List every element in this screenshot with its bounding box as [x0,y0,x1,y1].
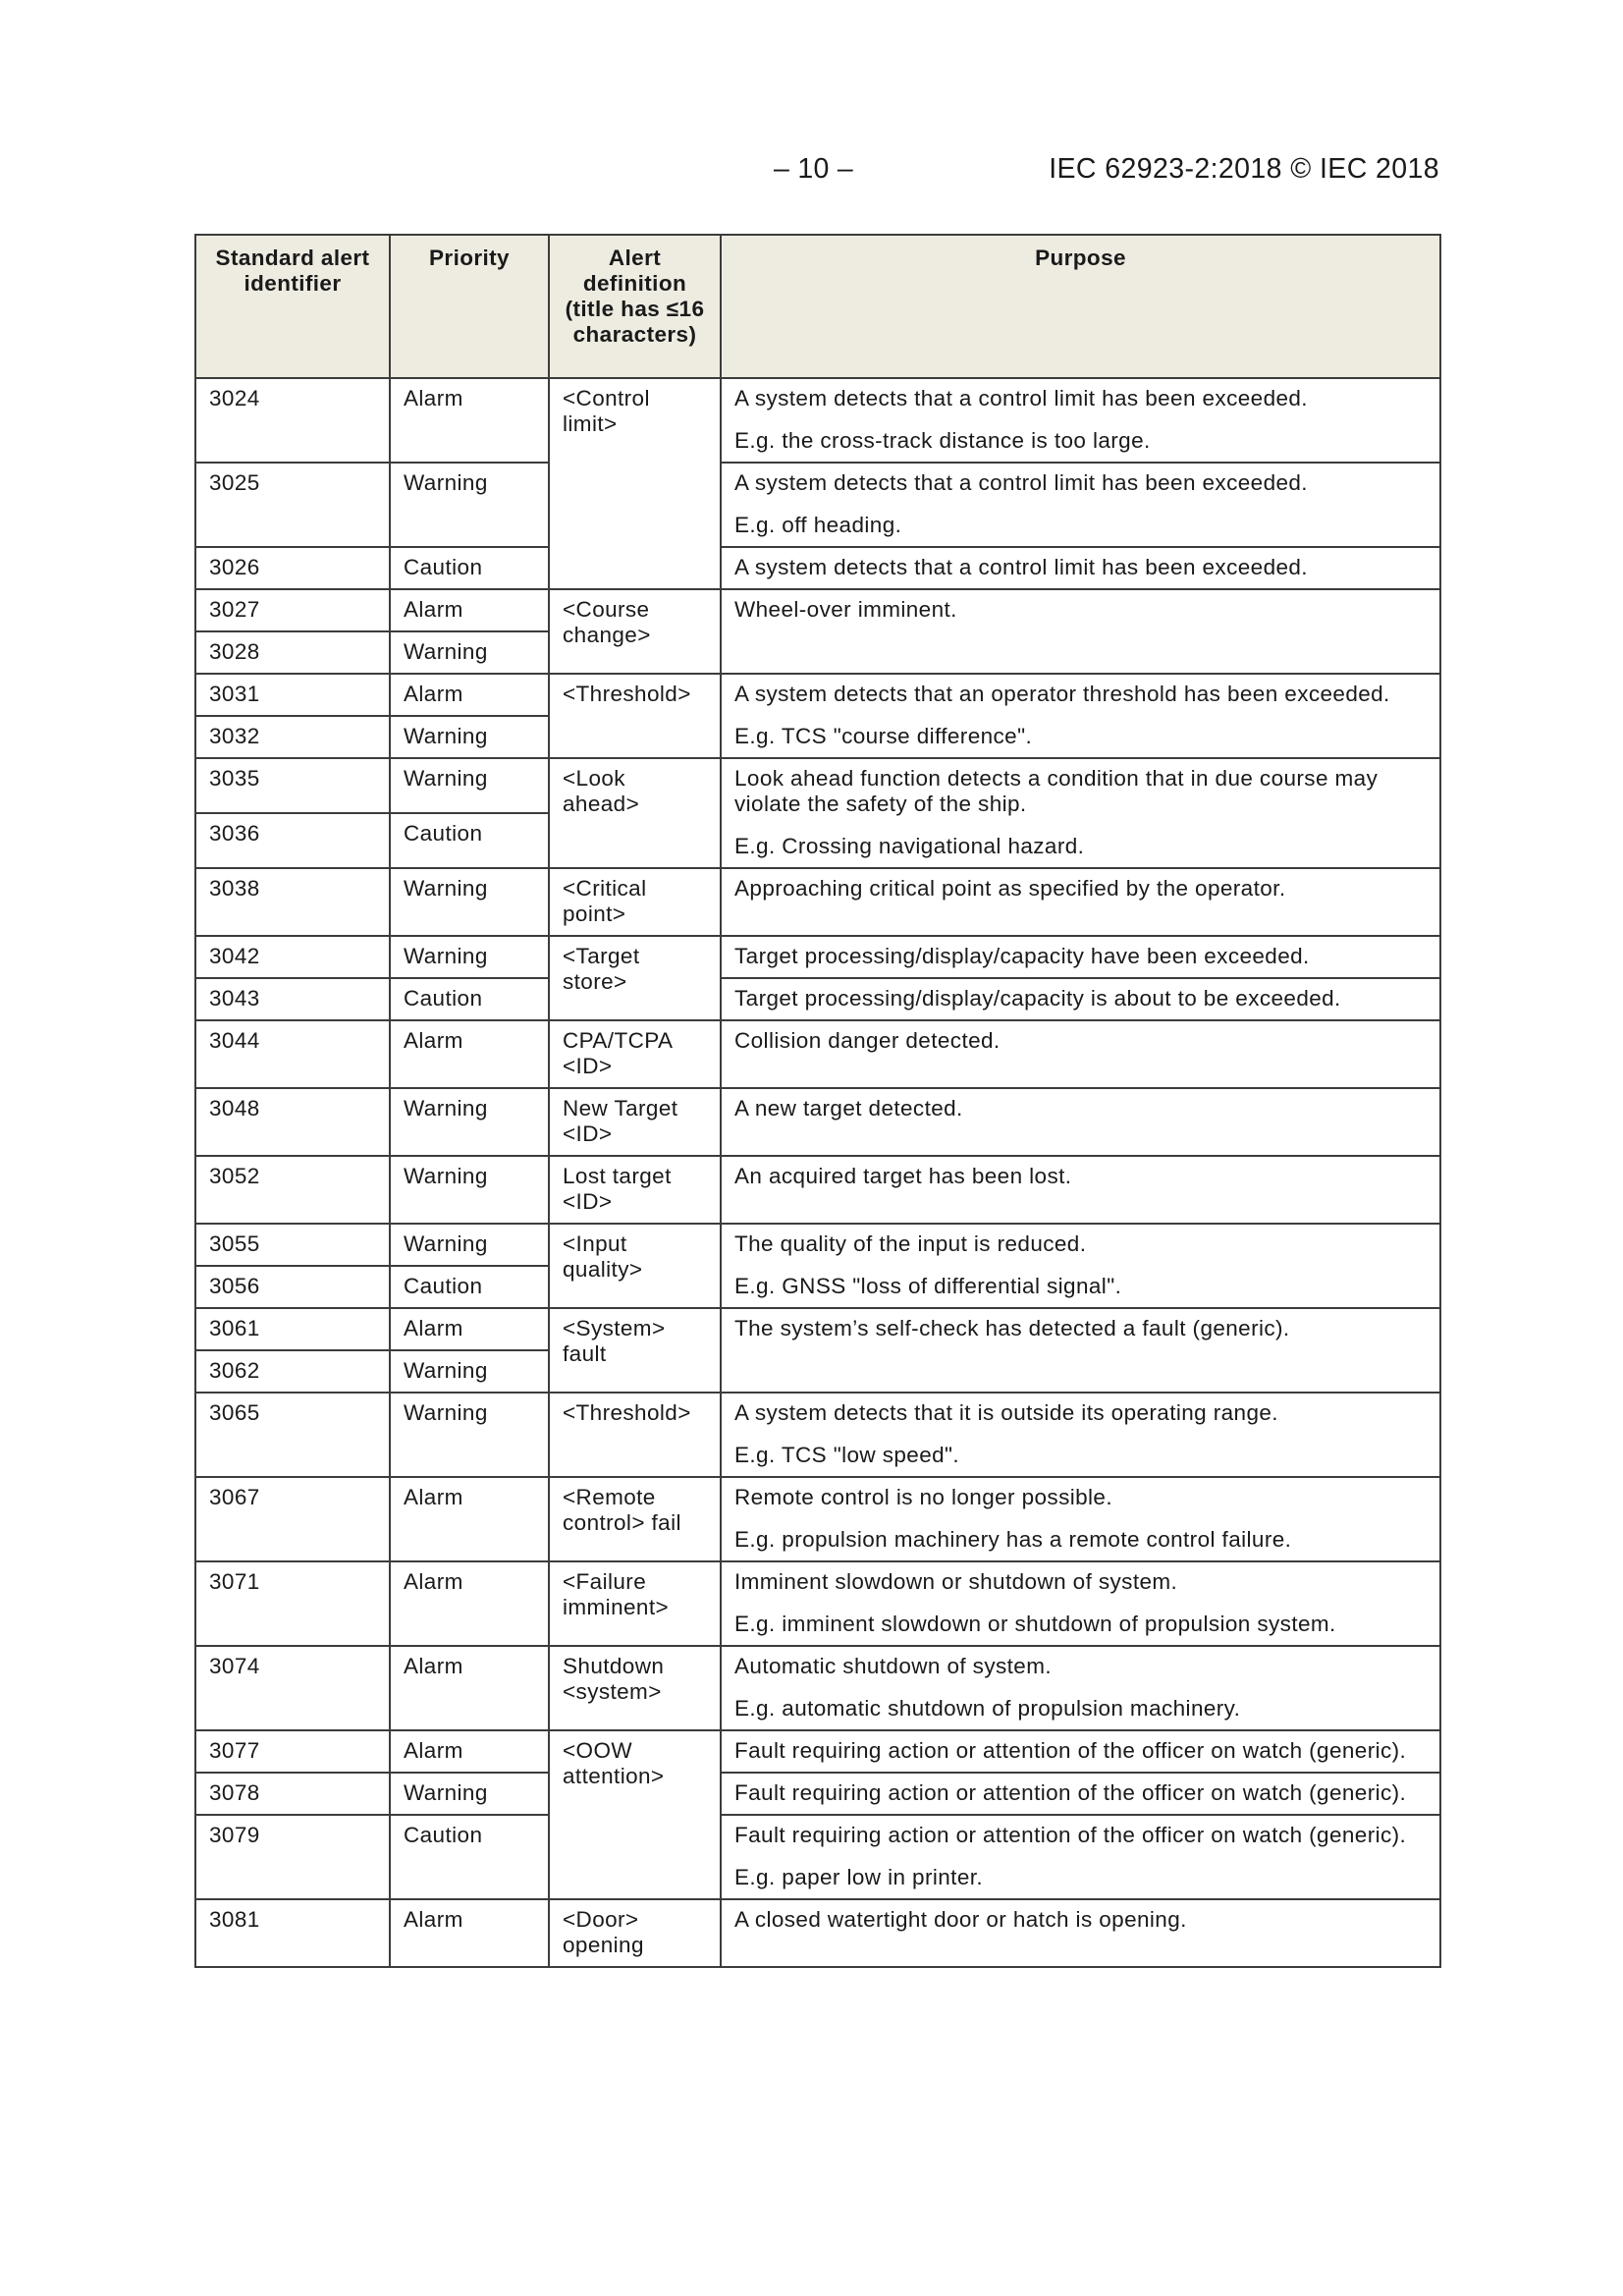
alert-priority: Alarm [390,1308,549,1350]
alert-purpose [721,936,1440,978]
purpose-text: A system detects that a control limit has been exceeded. [734,470,1308,495]
alert-purpose [721,868,1440,936]
alert-id: 3024 [195,378,390,463]
purpose-example: E.g. propulsion machinery has a remote control failure. [734,1527,1292,1552]
alert-purpose [721,1088,1440,1156]
column-header-purpose: Purpose [721,235,1440,378]
alert-id: 3077 [195,1730,390,1773]
alert-id: 3044 [195,1020,390,1088]
table-row [195,1020,1440,1088]
alert-definition: Lost target <ID> [549,1156,721,1224]
alerts-table [194,234,1441,1968]
alert-purpose [721,758,1440,868]
alert-id: 3062 [195,1350,390,1393]
alert-priority: Warning [390,1773,549,1815]
alert-definition: New Target <ID> [549,1088,721,1156]
purpose-example: E.g. imminent slowdown or shutdown of propulsion system. [734,1612,1336,1636]
alert-id: 3048 [195,1088,390,1156]
alert-id: 3032 [195,716,390,758]
alert-id: 3031 [195,674,390,716]
alert-id: 3078 [195,1773,390,1815]
alert-definition: Shutdown <system> [549,1646,721,1730]
table-row [195,463,1440,547]
alert-id: 3043 [195,978,390,1020]
alert-priority: Caution [390,978,549,1020]
table-row [195,1730,1440,1773]
alert-priority: Warning [390,1393,549,1477]
alert-id: 3025 [195,463,390,547]
purpose-text: Automatic shutdown of system. [734,1654,1052,1678]
table-row [195,758,1440,813]
table-row [195,1308,1440,1350]
purpose-text: Fault requiring action or attention of the officer on watch (generic). [734,1823,1407,1847]
alert-purpose [721,1156,1440,1224]
alert-definition: <OOW attention> [549,1730,721,1899]
alert-definition: <Input quality> [549,1224,721,1308]
alert-id: 3027 [195,589,390,631]
table-row [195,1899,1440,1967]
alert-priority: Caution [390,1815,549,1899]
document-reference: IEC 62923-2:2018 © IEC 2018 [1049,153,1439,185]
table-row [195,1156,1440,1224]
column-header-identifier: Standard alert identifier [195,235,390,378]
alert-purpose [721,589,1440,674]
alert-purpose [721,1020,1440,1088]
table-row [195,547,1440,589]
alert-priority: Alarm [390,1646,549,1730]
purpose-example: E.g. the cross-track distance is too large. [734,428,1151,453]
purpose-text: An acquired target has been lost. [734,1164,1072,1188]
alert-purpose [721,1815,1440,1899]
alert-purpose [721,1477,1440,1561]
alert-purpose [721,1224,1440,1308]
alert-priority: Alarm [390,1020,549,1088]
alert-purpose [721,547,1440,589]
table-row [195,1773,1440,1815]
table-row [195,1561,1440,1646]
purpose-text: Collision danger detected. [734,1028,1001,1053]
purpose-text: Remote control is no longer possible. [734,1485,1112,1509]
alert-priority: Caution [390,547,549,589]
purpose-example: E.g. TCS "low speed". [734,1443,960,1467]
purpose-text: Fault requiring action or attention of the officer on watch (generic). [734,1738,1407,1763]
table-row [195,589,1440,631]
alert-purpose [721,1773,1440,1815]
purpose-text: A system detects that it is outside its operating range. [734,1400,1278,1425]
purpose-text: The quality of the input is reduced. [734,1231,1087,1256]
alert-definition: <Look ahead> [549,758,721,868]
purpose-text: The system’s self-check has detected a fault (generic). [734,1316,1290,1340]
alert-id: 3056 [195,1266,390,1308]
alert-priority: Alarm [390,1477,549,1561]
purpose-text: A system detects that an operator threshold has been exceeded. [734,682,1390,706]
table-row [195,868,1440,936]
alert-id: 3026 [195,547,390,589]
alert-definition: <Threshold> [549,1393,721,1477]
purpose-text: A new target detected. [734,1096,963,1121]
purpose-text: A system detects that a control limit has been exceeded. [734,386,1308,410]
alert-purpose [721,1646,1440,1730]
table-row [195,1088,1440,1156]
alert-definition: <Target store> [549,936,721,1020]
alert-priority: Warning [390,758,549,813]
alert-priority: Alarm [390,1899,549,1967]
purpose-text: A system detects that a control limit has been exceeded. [734,555,1308,579]
alert-priority: Warning [390,868,549,936]
table-row [195,936,1440,978]
table-row [195,1393,1440,1477]
alert-definition: CPA/TCPA <ID> [549,1020,721,1088]
purpose-example: E.g. TCS "course difference". [734,724,1033,748]
purpose-example: E.g. automatic shutdown of propulsion machinery. [734,1696,1241,1721]
alert-definition: <Failure imminent> [549,1561,721,1646]
alert-purpose [721,1308,1440,1393]
alert-id: 3061 [195,1308,390,1350]
alert-definition: <Door> opening [549,1899,721,1967]
alert-definition: <Threshold> [549,674,721,758]
alert-purpose [721,1730,1440,1773]
alert-definition: <Remote control> fail [549,1477,721,1561]
column-header-definition: Alert definition (title has ≤16 characters) [549,235,721,378]
purpose-text: Wheel-over imminent. [734,597,957,622]
purpose-example: E.g. off heading. [734,513,902,537]
alert-priority: Warning [390,1350,549,1393]
alert-purpose [721,674,1440,758]
alert-id: 3079 [195,1815,390,1899]
table-row [195,978,1440,1020]
alert-id: 3052 [195,1156,390,1224]
alert-purpose [721,463,1440,547]
alert-priority: Warning [390,1156,549,1224]
page-number: – 10 – [774,153,854,185]
purpose-text: Target processing/display/capacity have been exceeded. [734,944,1310,968]
table-row [195,1815,1440,1899]
alert-priority: Alarm [390,378,549,463]
alert-purpose [721,1561,1440,1646]
alert-priority: Warning [390,1088,549,1156]
alert-id: 3055 [195,1224,390,1266]
purpose-text: Fault requiring action or attention of the officer on watch (generic). [734,1780,1407,1805]
alert-definition: <Critical point> [549,868,721,936]
alert-priority: Warning [390,716,549,758]
alert-id: 3081 [195,1899,390,1967]
alert-priority: Warning [390,936,549,978]
table-row [195,1477,1440,1561]
alert-purpose [721,378,1440,463]
alert-priority: Caution [390,1266,549,1308]
alert-id: 3038 [195,868,390,936]
alert-definition: <Control limit> [549,378,721,589]
purpose-text: Target processing/display/capacity is about to be exceeded. [734,986,1341,1011]
purpose-example: E.g. Crossing navigational hazard. [734,834,1085,858]
alert-priority: Alarm [390,589,549,631]
purpose-text: Approaching critical point as specified by the operator. [734,876,1286,901]
alert-priority: Warning [390,463,549,547]
alert-definition: <Course change> [549,589,721,674]
alert-priority: Warning [390,1224,549,1266]
alert-id: 3036 [195,813,390,868]
purpose-text: Look ahead function detects a condition that in due course may violate the safety of the ship. [734,766,1379,816]
alert-priority: Caution [390,813,549,868]
alert-purpose [721,1899,1440,1967]
table-row [195,1224,1440,1266]
alert-id: 3028 [195,631,390,674]
page-header [194,153,1439,192]
alert-priority: Alarm [390,1561,549,1646]
alert-priority: Alarm [390,1730,549,1773]
alert-id: 3074 [195,1646,390,1730]
alert-id: 3065 [195,1393,390,1477]
table-row [195,1646,1440,1730]
alert-id: 3042 [195,936,390,978]
alert-id: 3067 [195,1477,390,1561]
alert-purpose [721,1393,1440,1477]
purpose-text: A closed watertight door or hatch is opening. [734,1907,1187,1932]
alert-priority: Alarm [390,674,549,716]
alert-priority: Warning [390,631,549,674]
table-row [195,674,1440,716]
alert-id: 3035 [195,758,390,813]
column-header-priority: Priority [390,235,549,378]
purpose-example: E.g. GNSS "loss of differential signal". [734,1274,1122,1298]
alert-definition: <System> fault [549,1308,721,1393]
alert-id: 3071 [195,1561,390,1646]
table-header-row [195,235,1440,378]
table-row [195,378,1440,463]
purpose-text: Imminent slowdown or shutdown of system. [734,1569,1178,1594]
alert-purpose [721,978,1440,1020]
purpose-example: E.g. paper low in printer. [734,1865,984,1889]
